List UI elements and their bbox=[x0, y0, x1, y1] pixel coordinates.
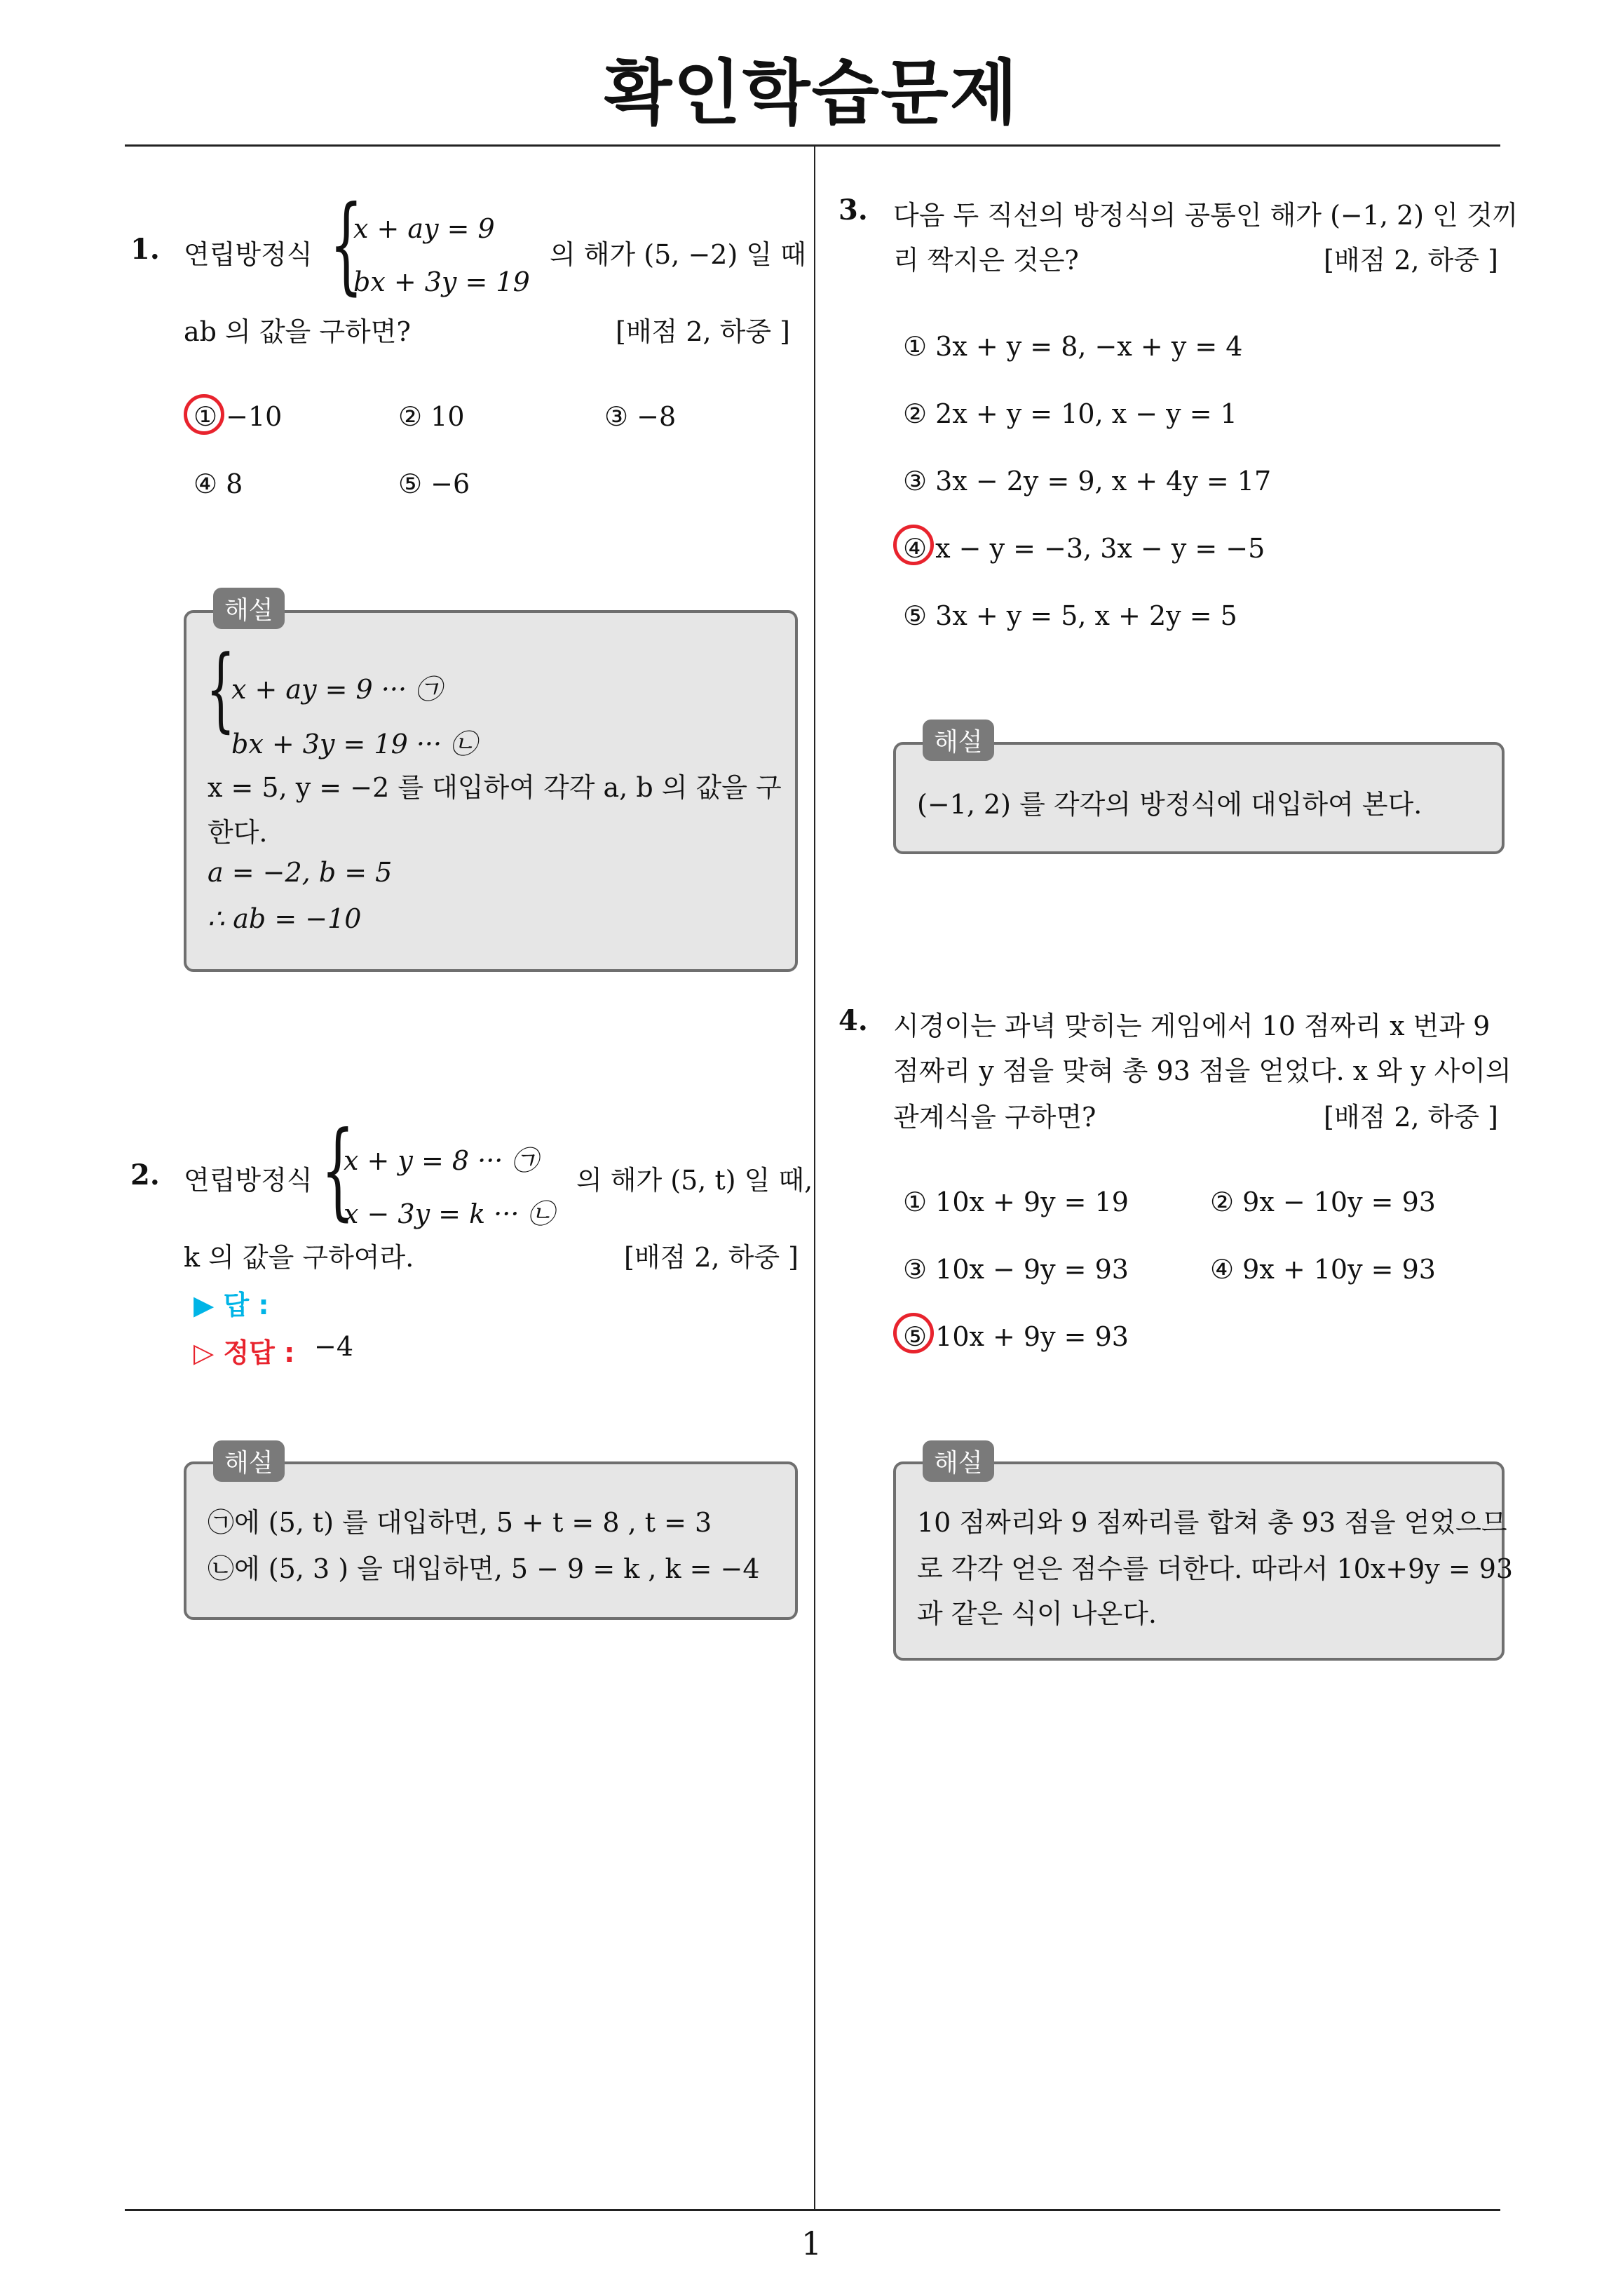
choice-2[interactable]: ② 9x − 10y = 93 bbox=[1210, 1187, 1436, 1217]
selected-answer-mark bbox=[184, 394, 224, 435]
question-line-2: k 의 값을 구하여라. bbox=[184, 1242, 414, 1273]
explanation-line: x + ay = 9 ··· ㉠ bbox=[231, 674, 442, 705]
column-divider bbox=[814, 146, 815, 2210]
footer-rule bbox=[125, 2209, 1500, 2211]
choice-1[interactable]: ① 3x + y = 8, −x + y = 4 bbox=[903, 331, 1243, 362]
question-line-2: 리 짝지은 것은? bbox=[893, 245, 1079, 276]
explanation-line: (−1, 2) 를 각각의 방정식에 대입하여 본다. bbox=[917, 789, 1422, 820]
explanation-line: 한다. bbox=[208, 817, 268, 848]
choice-2[interactable]: ② 10 bbox=[398, 401, 465, 432]
header-rule bbox=[125, 144, 1500, 147]
choice-3[interactable]: ③ 10x − 9y = 93 bbox=[903, 1254, 1129, 1285]
choice-3[interactable]: ③ 3x − 2y = 9, x + 4y = 17 bbox=[903, 466, 1272, 497]
explanation-line: 로 각각 얻은 점수를 더한다. 따라서 10x+9y = 93 bbox=[917, 1553, 1514, 1584]
equation-2: bx + 3y = 19 bbox=[353, 266, 530, 297]
question-tail: 의 해가 (5, t) 일 때, bbox=[576, 1165, 813, 1196]
question-intro: 연립방정식 bbox=[184, 1165, 313, 1196]
choice-5[interactable]: ⑤ 10x + 9y = 93 bbox=[903, 1321, 1129, 1352]
correct-answer-value: −4 bbox=[314, 1331, 354, 1362]
choice-3[interactable]: ③ −8 bbox=[604, 401, 677, 432]
answer-input-label[interactable]: ▶ 답 : bbox=[193, 1290, 269, 1321]
choice-4[interactable]: ④ 8 bbox=[193, 468, 243, 499]
explanation-line: ∴ ab = −10 bbox=[208, 903, 362, 934]
choice-5[interactable]: ⑤ 3x + y = 5, x + 2y = 5 bbox=[903, 600, 1237, 631]
system-brace: { bbox=[321, 1109, 355, 1231]
question-number: 4. bbox=[838, 1004, 868, 1037]
explanation-line: 과 같은 식이 나온다. bbox=[917, 1598, 1157, 1629]
explanation-line: ㉡에 (5, 3 ) 을 대입하면, 5 − 9 = k , k = −4 bbox=[208, 1553, 760, 1584]
selected-answer-mark bbox=[893, 1313, 934, 1353]
equation-2: x − 3y = k ··· ㉡ bbox=[344, 1198, 555, 1229]
explanation-line: bx + 3y = 19 ··· ㉡ bbox=[231, 729, 477, 759]
page-number: 1 bbox=[801, 2224, 822, 2262]
explanation-box bbox=[184, 1461, 798, 1620]
correct-answer-label: ▷ 정답 : bbox=[193, 1337, 295, 1368]
equation-1: x + y = 8 ··· ㉠ bbox=[344, 1145, 538, 1176]
question-meta: [배점 2, 하중 ] bbox=[1324, 245, 1498, 276]
choice-5[interactable]: ⑤ −6 bbox=[398, 468, 470, 499]
question-meta: [배점 2, 하중 ] bbox=[624, 1242, 799, 1273]
explanation-line: x = 5, y = −2 를 대입하여 각각 a, b 의 값을 구 bbox=[208, 772, 782, 803]
explanation-tag: 해설 bbox=[923, 1440, 994, 1482]
question-number: 3. bbox=[838, 194, 868, 227]
explanation-line: ㉠에 (5, t) 를 대입하면, 5 + t = 8 , t = 3 bbox=[208, 1507, 712, 1538]
explanation-line: a = −2, b = 5 bbox=[208, 857, 393, 888]
choice-2[interactable]: ② 2x + y = 10, x − y = 1 bbox=[903, 398, 1237, 429]
question-line-1: 시경이는 과녁 맞히는 게임에서 10 점짜리 x 번과 9 bbox=[893, 1011, 1490, 1041]
question-number: 1. bbox=[130, 233, 160, 266]
question-meta: [배점 2, 하중 ] bbox=[1324, 1102, 1498, 1133]
question-tail: 의 해가 (5, −2) 일 때 bbox=[550, 239, 806, 270]
explanation-tag: 해설 bbox=[923, 720, 994, 761]
question-line-2: ab 의 값을 구하면? bbox=[184, 316, 411, 347]
system-brace: { bbox=[206, 635, 236, 742]
explanation-line: 10 점짜리와 9 점짜리를 합쳐 총 93 점을 얻었으므 bbox=[917, 1507, 1507, 1538]
choice-4[interactable]: ④ 9x + 10y = 93 bbox=[1210, 1254, 1436, 1285]
choice-1[interactable]: ① −10 bbox=[193, 401, 283, 432]
question-line-1: 다음 두 직선의 방정식의 공통인 해가 (−1, 2) 인 것끼 bbox=[893, 200, 1519, 231]
choice-1[interactable]: ① 10x + 9y = 19 bbox=[903, 1187, 1129, 1217]
choice-4[interactable]: ④ x − y = −3, 3x − y = −5 bbox=[903, 533, 1265, 564]
question-number: 2. bbox=[130, 1159, 160, 1191]
explanation-tag: 해설 bbox=[213, 1440, 285, 1482]
question-intro: 연립방정식 bbox=[184, 239, 313, 270]
selected-answer-mark bbox=[893, 525, 934, 565]
question-line-3: 관계식을 구하면? bbox=[893, 1102, 1096, 1133]
system-brace: { bbox=[330, 184, 363, 306]
question-line-2: 점짜리 y 점을 맞혀 총 93 점을 얻었다. x 와 y 사이의 bbox=[893, 1055, 1512, 1086]
question-meta: [배점 2, 하중 ] bbox=[616, 316, 790, 347]
explanation-tag: 해설 bbox=[213, 588, 285, 629]
equation-1: x + ay = 9 bbox=[353, 213, 495, 244]
page-title: 확인학습문제 bbox=[604, 52, 1019, 134]
